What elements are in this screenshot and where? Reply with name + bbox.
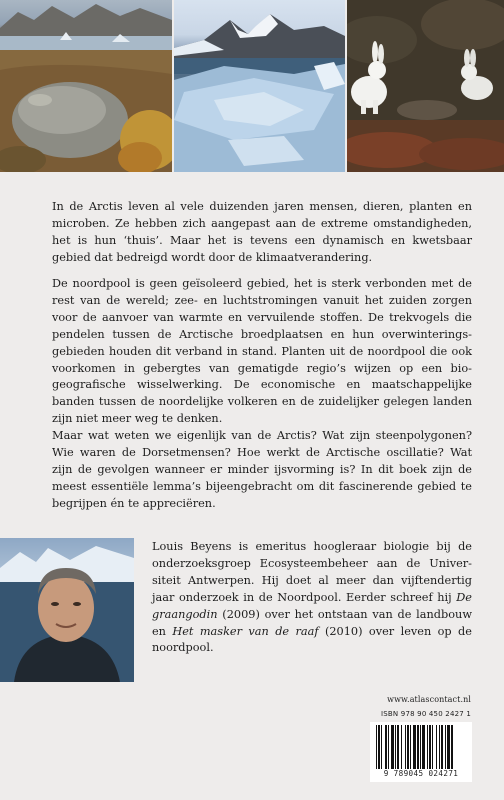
isbn-number: ISBN 978 90 450 2427 1 bbox=[381, 710, 471, 718]
barcode-bar bbox=[422, 725, 425, 769]
glacier-ice-photo bbox=[174, 0, 345, 172]
publisher-website[interactable]: www.atlascontact.nl bbox=[387, 695, 471, 704]
barcode-bar bbox=[427, 725, 428, 769]
barcode-bar bbox=[395, 725, 396, 769]
barcode-bar bbox=[385, 725, 387, 769]
barcode-bar bbox=[447, 725, 450, 769]
barcode-area bbox=[370, 722, 472, 782]
barcode-bar bbox=[420, 725, 421, 769]
barcode-bar bbox=[451, 725, 453, 769]
barcode-bar bbox=[407, 725, 409, 769]
barcode-bar bbox=[445, 725, 446, 769]
barcode bbox=[374, 725, 468, 769]
barcode-bar bbox=[429, 725, 431, 769]
barcode-bar bbox=[410, 725, 411, 769]
intro-paragraph: In de Arctis leven al vele duizenden jaren mensen, dieren, planten en microben. Ze hebben zich aangepast aan de extreme omstandigheden, het is hun ‘thuis’. Maar het is tevens een dynamisch en kwetsbaar gebied dat bedreigd wordt door de klimaatverandering. bbox=[52, 200, 472, 264]
author-photo bbox=[0, 538, 134, 682]
bio-text-3: (2010) over leven op de noordpool. bbox=[152, 624, 472, 655]
barcode-bar bbox=[397, 725, 399, 769]
book-title-het-masker-van-de-raaf: Het masker van de raaf bbox=[172, 624, 319, 638]
barcode-bar bbox=[439, 725, 440, 769]
questions-paragraph: Maar wat weten we eigenlijk van de Arctis? Wat zijn steenpolygonen? Wie waren de Dorsetmensen? Hoe werkt de Arctische oscillatie? Wat zijn de gevolgen wanneer er minder ijsvorming is? In dit boek zijn de meest essentiële lemma’s bijeengebracht om dit fascinerende gebied te begrijpen én te appreciëren. bbox=[52, 429, 472, 510]
bio-text-1: Louis Beyens is emeritus hoogleraar biologie bij de onderzoeksgroep Ecosysteembeheer aan de Universiteit Antwerpen. Hij doet al meer dan vijftendertig jaar onderzoek in de Noordpool. Eerder schreef hij bbox=[152, 540, 472, 604]
barcode-bar bbox=[436, 725, 437, 769]
author-bio bbox=[152, 539, 472, 657]
barcode-bar bbox=[405, 725, 406, 769]
barcode-bar bbox=[441, 725, 443, 769]
arctic-hares-photo bbox=[347, 0, 504, 172]
barcode-bar bbox=[391, 725, 394, 769]
barcode-bar bbox=[376, 725, 377, 769]
body-paragraph: De noordpool is geen geïsoleerd gebied, het is sterk verbonden met de rest van de wereld; zee- en luchtstromingen vanuit het zuiden zorgen voor de aanvoer van warmte en vervuilende stoffen. De trekvogels die pendelen tussen de Arctische broedplaatsen en hun overwinteringsgebieden houden dit verband in stand. Planten uit de noordpool die ook voorkomen in gebergtes van gematigde regio’s wijzen op een biogeografische wisselwerking. De economische en maatschappelijke banden tussen de noordelijke volkeren en de zuidelijker gelegen landen zijn niet meer weg te denken. bbox=[52, 277, 472, 426]
book-title-de-graangodin: De graangodin bbox=[152, 590, 472, 621]
barcode-bar bbox=[378, 725, 380, 769]
barcode-bar bbox=[381, 725, 382, 769]
cover-photo-strip bbox=[0, 0, 504, 172]
barcode-bar bbox=[413, 725, 416, 769]
tundra-landscape-photo bbox=[0, 0, 172, 172]
barcode-bar bbox=[417, 725, 419, 769]
barcode-bar bbox=[401, 725, 402, 769]
barcode-digits: 9 789045 024271 bbox=[383, 769, 459, 778]
barcode-bar bbox=[388, 725, 389, 769]
barcode-bar bbox=[432, 725, 433, 769]
bio-text-2: (2009) over het ontstaan van de landbouw en bbox=[152, 607, 472, 638]
